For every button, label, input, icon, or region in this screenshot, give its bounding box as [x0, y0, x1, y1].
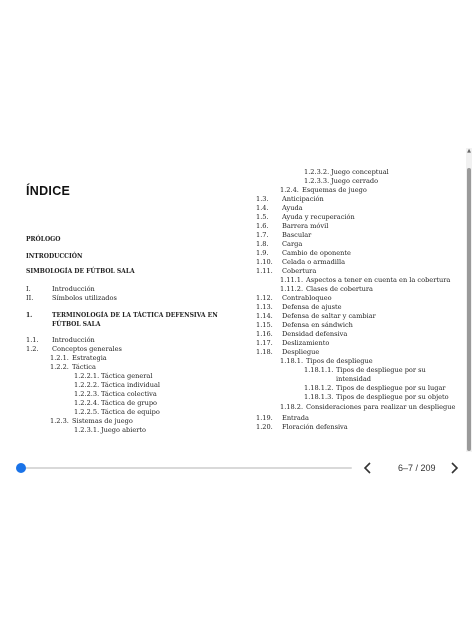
page-slider-track[interactable] — [16, 467, 352, 469]
chevron-right-icon — [447, 461, 461, 475]
page-slider-thumb[interactable] — [16, 463, 26, 473]
document-viewer: ÍNDICE PRÓLOGO INTRODUCCIÓN SIMBOLOGÍA DE FÚTBOL SALA I. Introducción II. Símbolos utilizados 1. TERMINOLOGÍA DE LA TÁCTICA DEFENSIVA EN FÚTBOL SALA 1.1. Introducción 1.2. Conceptos generales 1.2.1. Estrategia 1.2.2. Táctica 1.2.2.1. Táctica general 1.2.2.2. Táctica individual 1.2.2.3. Táctica colectiva 1.2.2.4. Táctica de grupo 1.2.2.5. Táctica de equipo 1.2.3. Sistemas de juego 1.2.3.1. Juego abierto 1.2.3.2. Juego conceptual 1.2.3.3. Juego cerrado 1.2.4. Esquemas de juego 1.3. Anticipación 1.4. Ayuda 1.5. Ayuda y recuperación 1.6. Barrera móvil 1.7. Bascular 1.8. Carga 1.9. Cambio de oponente 1.10. Celada o armadilla 1.11. Cobertura 1.11.1. Aspectos a tener en cuenta en la cobertura 1.11.2. Clases de cobertura 1.12. Contrabloqueo 1.13. Defensa de ajuste 1.14. Defensa de saltar y cambiar 1.15. Defensa en sándwich 1.16. Densidad defensiva 1.17. Deslizamiento 1.18. Despliegue 1.18.1. Tipos de despliegue 1.18.1.1. Tipos de despliegue por su intensidad 1.18.1.2. Tipos de despliegue por su lugar 1.18.1.3. Tipos de despliegue por su objeto 1.18.2. Consideraciones para realizar un despliegue 1.19. Entrada 1.20. Floración defensiva ▲ 6–7 / 209 — [0, 0, 474, 632]
vertical-scrollbar-thumb[interactable] — [467, 168, 471, 451]
index-title: ÍNDICE — [26, 184, 71, 198]
next-page-button[interactable] — [447, 461, 461, 475]
chevron-left-icon — [361, 461, 375, 475]
vertical-scrollbar[interactable] — [466, 148, 472, 452]
viewer-controls — [0, 458, 474, 478]
page-indicator: 6–7 / 209 — [398, 463, 436, 473]
previous-page-button[interactable] — [361, 461, 375, 475]
scroll-up-arrow-icon[interactable]: ▲ — [467, 148, 471, 154]
